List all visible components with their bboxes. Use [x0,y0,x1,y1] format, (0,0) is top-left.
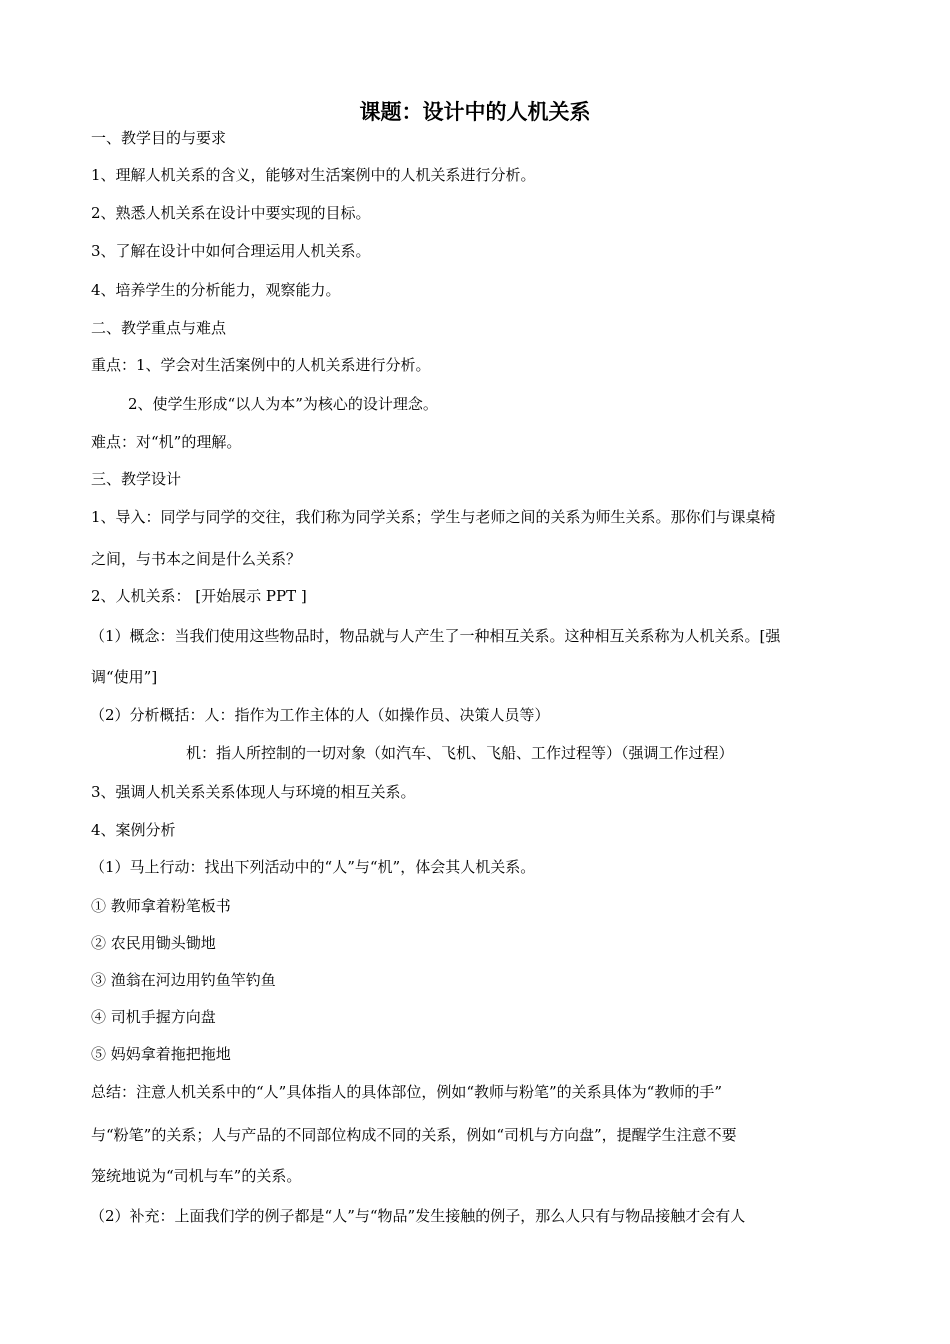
section-heading-objectives: 一、教学目的与要求 [91,129,227,147]
document-title: 课题：设计中的人机关系 [359,100,591,124]
section-heading-key-points: 二、教学重点与难点 [91,319,227,337]
objective-item-4: 4、培养学生的分析能力，观察能力。 [91,281,341,299]
section-heading-design: 三、教学设计 [91,470,182,488]
activity-instruction: （1）马上行动：找出下列活动中的“人”与“机”，体会其人机关系。 [90,858,536,876]
environment-relation-line: 3、强调人机关系关系体现人与环境的相互关系。 [91,783,416,801]
key-point-1: 重点：1、学会对生活案例中的人机关系进行分析。 [91,356,431,374]
difficulty-point: 难点：对“机”的理解。 [91,433,242,451]
key-point-2: 2、使学生形成“以人为本”为核心的设计理念。 [128,395,438,413]
summary-line-3: 笼统地说为“司机与车”的关系。 [91,1167,302,1185]
case-analysis-heading: 4、案例分析 [91,821,176,839]
human-machine-heading: 2、人机关系： [开始展示 PPT ] [91,587,307,605]
objective-item-2: 2、熟悉人机关系在设计中要实现的目标。 [91,204,371,222]
objective-item-3: 3、了解在设计中如何合理运用人机关系。 [91,242,371,260]
supplement-line-1: （2）补充：上面我们学的例子都是“人”与“物品”发生接触的例子，那么人只有与物品接触才会有人 [90,1207,746,1225]
list-item: ② 农民用锄头锄地 [91,934,216,952]
concept-paragraph-line-2: 调“使用”] [91,668,158,686]
summary-line-2: 与“粉笔”的关系；人与产品的不同部位构成不同的关系，例如“司机与方向盘”，提醒学生注意不要 [91,1126,737,1144]
objective-item-1: 1、理解人机关系的含义，能够对生活案例中的人机关系进行分析。 [91,166,536,184]
concept-paragraph-line-1: （1）概念：当我们使用这些物品时，物品就与人产生了一种相互关系。这种相互关系称为人机关系。[强 [90,627,781,645]
list-item: ① 教师拿着粉笔板书 [91,897,231,915]
list-item: ⑤ 妈妈拿着拖把拖地 [91,1045,231,1063]
list-item: ③ 渔翁在河边用钓鱼竿钓鱼 [91,971,276,989]
intro-paragraph-line-1: 1、导入：同学与同学的交往，我们称为同学关系；学生与老师之间的关系为师生关系。那你们与课桌椅 [91,508,776,526]
analysis-human-line: （2）分析概括：人：指作为工作主体的人（如操作员、决策人员等） [90,706,550,724]
analysis-machine-line: 机：指人所控制的一切对象（如汽车、飞机、飞船、工作过程等）（强调工作过程） [186,744,734,762]
intro-paragraph-line-2: 之间，与书本之间是什么关系？ [91,550,302,568]
list-item: ④ 司机手握方向盘 [91,1008,216,1026]
summary-line-1: 总结：注意人机关系中的“人”具体指人的具体部位，例如“教师与粉笔”的关系具体为“教师的手” [91,1083,723,1101]
